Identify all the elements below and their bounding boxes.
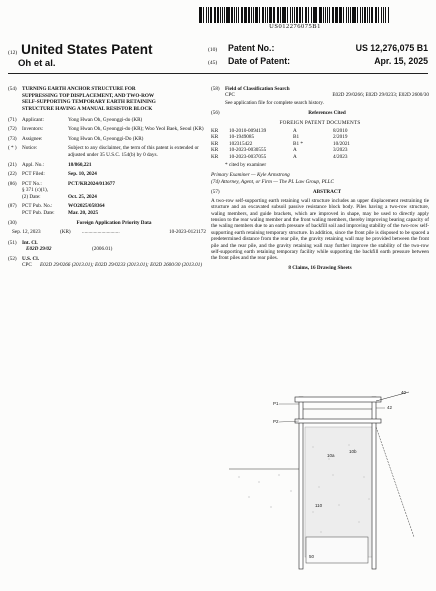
foreign-doc-number: 10-2023-0037055: [229, 153, 267, 160]
country-num: (12): [8, 50, 18, 56]
barcode-bar: [231, 7, 233, 23]
barcode-bar: [208, 7, 209, 23]
label-110: 110: [315, 503, 323, 508]
barcode-bar: [306, 7, 307, 23]
date-label: Date of Patent:: [228, 56, 291, 66]
notice-num: ( * ): [8, 145, 17, 152]
abstract-text: A two-row self-supporting earth retaining wall structure includes an upper displacement restraining tie structure and an excavated subsoil passive resistance block body. Piles having a two-row structure, waling members, and guide brackets, which are improved in shape, may be used to directly apply tension to the rear waling member and the front waling members, thereby improving bearing capacity of the waling members due to an earth pressure of backfill soil and improving stability of the two-row self-supporting earth retaining temporary structure. In addition, since the front pile is disposed to be spaced a predetermined distance from the rear pile, the gravity retaining wall may be provided between the front pile and the rear pile, and the gravity retaining wall may further improve the stability of the two-row self-supporting earth retaining temporary facility while supporting the backfill earth pressure between the front piles and the rear piles.: [211, 197, 429, 262]
assignee-field: [8, 136, 206, 142]
inventors-num: (72): [8, 126, 17, 133]
barcode-bar: [259, 7, 260, 23]
foreign-docs-title: FOREIGN PATENT DOCUMENTS: [279, 119, 361, 126]
label-10b: 10b: [349, 449, 357, 454]
foreign-doc-date: 10/2021: [333, 140, 351, 147]
appl-num: (21): [8, 162, 17, 169]
applicant-field: [8, 117, 206, 123]
country-title: [8, 42, 152, 57]
s371-date-field: [8, 194, 206, 200]
pct-filed-num: (22): [8, 171, 17, 178]
foreign-doc-country: KR: [211, 153, 219, 160]
appl-value: 18/860,221: [68, 162, 92, 169]
barcode-bar: [242, 7, 243, 23]
s371-date-spacer: [8, 194, 22, 200]
barcode-bar: [308, 7, 310, 23]
barcode-bar: [383, 7, 384, 23]
pct-no-num: (86): [8, 180, 17, 187]
field-note: See application file for complete search history.: [225, 99, 324, 106]
inventors-field: [8, 126, 206, 132]
examiner: Primary Examiner — Kyle Armstrong: [211, 172, 290, 179]
barcode-bar: [222, 7, 223, 23]
foreign-doc-kind: B1: [293, 134, 300, 141]
refs-field: [211, 110, 429, 116]
barcode-bar: [287, 7, 288, 23]
foreign-doc-number: 102315422: [229, 140, 253, 147]
barcode-bar: [357, 7, 358, 23]
field-cpc-row: [211, 92, 429, 98]
barcode-bar: [299, 7, 301, 23]
pct-pub-date-spacer: [8, 210, 22, 216]
field-text: E02D 29/0266; E02D 29/0233; E02D 2600/30: [332, 92, 429, 99]
pct-filed-field: [8, 171, 206, 177]
refs-title: References Cited: [308, 110, 346, 117]
applicant-value: Yong Hwan Oh, Gyeonggi-do (KR): [68, 117, 143, 124]
header-left: [8, 42, 152, 57]
barcode-bar: [313, 7, 314, 23]
barcode-bar: [343, 7, 344, 23]
assignee-num: (73): [8, 135, 17, 142]
barcode-bar: [302, 7, 303, 23]
field-title: Field of Classification Search: [225, 86, 290, 92]
barcode-bar: [376, 7, 377, 23]
foreign-docs-list: [211, 128, 429, 160]
foreign-doc-country: KR: [211, 134, 219, 141]
s371-date-label: (2) Date:: [22, 193, 41, 200]
barcode: [199, 7, 389, 23]
barcode-bar: [329, 7, 330, 23]
assignee-label: Assignee:: [22, 135, 43, 142]
barcode-bar: [369, 7, 370, 23]
barcode-bar: [378, 7, 379, 23]
cited-by: * cited by examiner: [225, 162, 267, 169]
foreign-doc-number: 10-2010-0094139: [229, 128, 267, 135]
patent-date-row: [208, 56, 428, 69]
foreign-doc-kind: B1 *: [293, 140, 303, 147]
barcode-bar: [265, 7, 266, 23]
barcode-bar: [251, 7, 252, 23]
foreign-dots: .............................: [82, 229, 120, 236]
publication-number: US012276075B1: [269, 23, 321, 30]
abstract-field: [211, 189, 429, 195]
notice-value: Subject to any disclaimer, the term of this patent is extended or adjusted under 35 U.S.C. 154(b) by 0 days.: [68, 145, 199, 158]
field-note-row: [211, 100, 429, 106]
label-50: 50: [309, 554, 315, 559]
foreign-doc-country: KR: [211, 128, 219, 135]
barcode-bar: [323, 7, 324, 23]
barcode-bar: [355, 7, 356, 23]
notice-label: Notice:: [22, 145, 38, 152]
barcode-bar: [364, 7, 366, 23]
foreign-doc-country: KR: [211, 140, 219, 147]
barcode-bar: [253, 7, 254, 23]
foreign-doc-kind: A: [293, 153, 297, 160]
intcl-label: Int. Cl.: [22, 239, 38, 246]
foreign-priority-row: [8, 229, 206, 235]
refs-num: (56): [211, 110, 220, 117]
pct-pub-value: WO2025/058364: [68, 203, 105, 210]
barcode-bar: [388, 7, 389, 23]
patent-no-num: (10): [208, 47, 218, 53]
patent-no-label: Patent No.:: [228, 43, 275, 53]
earth-anchor: [376, 427, 414, 537]
pct-pub-date-value: Mar. 20, 2025: [68, 209, 99, 216]
foreign-title: Foreign Application Priority Data: [76, 219, 152, 226]
barcode-bar: [333, 7, 334, 23]
pct-filed-value: Sep. 10, 2024: [68, 171, 97, 178]
barcode-bar: [348, 7, 349, 23]
date-value: Apr. 15, 2025: [374, 56, 428, 66]
barcode-bar: [229, 7, 230, 23]
label-p2: P2: [273, 419, 279, 424]
barcode-bar: [271, 7, 272, 23]
barcode-bar: [362, 7, 363, 23]
barcode-bar: [238, 7, 240, 23]
barcode-bar: [236, 7, 237, 23]
barcode-bar: [335, 7, 337, 23]
intcl-spacer: [8, 246, 22, 252]
patent-no-value: US 12,276,075 B1: [355, 43, 428, 53]
barcode-bar: [267, 7, 268, 23]
country-text: United States Patent: [21, 42, 153, 57]
foreign-doc-row: [211, 154, 429, 160]
barcode-bar: [210, 7, 212, 23]
field-num: (58): [211, 86, 220, 92]
uscl-row: [8, 262, 206, 268]
intcl-num: (51): [8, 239, 17, 246]
barcode-bar: [217, 7, 219, 23]
barcode-bar: [292, 7, 293, 23]
pct-no-label: PCT No.:: [22, 180, 42, 187]
foreign-doc-date: 3/2023: [333, 147, 348, 154]
notice-field: [8, 145, 206, 158]
foreign-doc-date: 8/2010: [333, 128, 348, 135]
header-right: [208, 43, 428, 69]
foreign-doc-country: KR: [211, 147, 219, 154]
barcode-bar: [350, 7, 351, 23]
abstract-title: ABSTRACT: [312, 189, 342, 196]
inventors-value: Yong Hwan Oh, Gyeonggi-do (KR); Woo Yeol Baek, Seoul (KR): [68, 126, 204, 133]
barcode-bar: [320, 7, 322, 23]
applicant-num: (71): [8, 117, 17, 124]
uscl-label: U.S. Cl.: [22, 255, 40, 262]
barcode-bar: [294, 7, 295, 23]
top-waling: [295, 397, 381, 402]
abstract-num: (57): [211, 189, 220, 196]
s371-label: § 371 (c)(1),: [22, 187, 49, 194]
header-inventor: Oh et al.: [18, 58, 56, 69]
title-num: (54): [8, 86, 17, 92]
representative-drawing: [209, 387, 429, 583]
left-column: [8, 86, 206, 271]
field-cpc: CPC: [225, 92, 235, 99]
pct-no-value: PCT/KR2024/013677: [68, 180, 115, 187]
foreign-doc-number: 10-2023-0030555: [229, 147, 267, 154]
pct-pub-label: PCT Pub. No.:: [22, 203, 53, 210]
patent-number-row: [208, 43, 428, 56]
label-40: 40: [401, 390, 407, 395]
foreign-doc-kind: A: [293, 128, 297, 135]
foreign-doc-kind: A: [293, 147, 297, 154]
foreign-priority-field: [8, 220, 206, 226]
barcode-bar: [278, 7, 279, 23]
uscl-num: (52): [8, 255, 17, 262]
uscl-text: E02D 29/0266 (2013.01); E02D 29/0233 (2013.01); E02D 2600/30 (2013.01): [40, 261, 203, 268]
barcode-bar: [224, 7, 225, 23]
barcode-bar: [385, 7, 387, 23]
intcl-row: [8, 246, 206, 252]
barcode-bar: [327, 7, 329, 23]
intcl-code: E02D 29/02: [26, 246, 52, 253]
pct-pub-date-field: [8, 210, 206, 216]
foreign-doc-number: 10-1949085: [229, 134, 255, 141]
label-42: 42: [387, 405, 393, 410]
foreign-country: (KR): [60, 229, 71, 236]
assignee-value: Yong Hwan Oh, Gyeonggi-Do (KR): [68, 135, 144, 142]
invention-title: TURNING EARTH ANCHOR STRUCTURE FOR SUPPRESSING TOP DISPLACEMENT, AND TWO-ROW SELF-SUPPORTING TEMPORARY EARTH RETAINING STRUCTURE HAVING A MANUAL RESISTOR BLOCK: [22, 86, 156, 112]
label-p1: P1: [273, 401, 279, 406]
foreign-date: Sep. 12, 2023: [12, 229, 41, 236]
barcode-bar: [215, 7, 216, 23]
barcode-bar: [203, 7, 204, 23]
excavation-soil: [239, 475, 292, 508]
barcode-bar: [314, 7, 316, 23]
barcode-bar: [256, 7, 258, 23]
uscl-spacer: [8, 262, 22, 268]
foreign-num: (30): [8, 219, 17, 226]
inventors-label: Inventors:: [22, 126, 44, 133]
s371-date-value: Oct. 25, 2024: [68, 193, 97, 200]
resistance-block: [306, 537, 368, 563]
pct-pub-date-label: PCT Pub. Date:: [22, 209, 55, 216]
barcode-bar: [341, 7, 342, 23]
pct-pub-num: (87): [8, 203, 17, 210]
barcode-bar: [280, 7, 281, 23]
barcode-bar: [201, 7, 202, 23]
field-note-spacer: [211, 100, 225, 106]
label-10a: 10a: [327, 453, 335, 458]
intcl-year: (2006.01): [92, 246, 113, 253]
foreign-doc-date: 2/2019: [333, 134, 348, 141]
appl-label: Appl. No.:: [22, 162, 45, 169]
field-spacer: [211, 92, 225, 98]
uscl-cpc: CPC: [22, 261, 32, 268]
claims-summary: 8 Claims, 16 Drawing Sheets: [288, 264, 352, 271]
pct-filed-label: PCT Filed:: [22, 171, 45, 178]
right-column: [211, 86, 429, 271]
foreign-doc-date: 4/2023: [333, 153, 348, 160]
header-rule: [8, 73, 428, 74]
barcode-bar: [285, 7, 286, 23]
applicant-label: Applicant:: [22, 117, 44, 124]
barcode-bar: [273, 7, 275, 23]
foreign-no: 10-2023-0121172: [169, 229, 206, 236]
attorney: (74) Attorney, Agent, or Firm — The PL Law Group, PLLC: [211, 178, 335, 185]
appl-field: [8, 162, 206, 168]
barcode-bar: [371, 7, 373, 23]
barcode-bar: [244, 7, 246, 23]
date-num: (45): [208, 60, 218, 66]
lower-waling: [295, 419, 381, 423]
